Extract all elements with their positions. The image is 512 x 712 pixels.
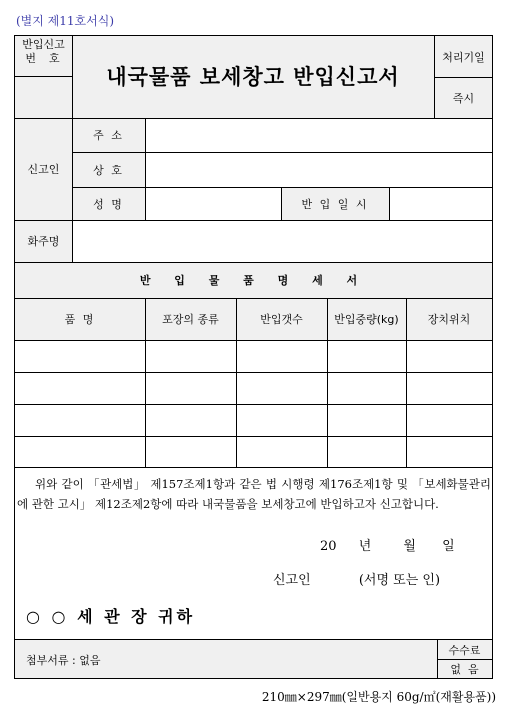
rule	[145, 118, 146, 220]
rule	[14, 76, 72, 77]
date-year: 20	[320, 539, 337, 554]
addressee: ○ ○ 세 관 장 귀하	[26, 607, 196, 626]
form-title: 내국물품 보세창고 반입신고서	[106, 65, 400, 89]
rule	[14, 436, 493, 437]
signer-label: 신고인	[273, 573, 311, 588]
doc-number-label-line2: 번 호	[25, 52, 62, 65]
column-weight: 반입중량(kg)	[334, 313, 399, 326]
column-item-name: 품 명	[64, 313, 96, 326]
date-month-unit: 월	[403, 539, 416, 554]
column-storage-location: 장치위치	[427, 313, 471, 326]
rule	[14, 220, 493, 221]
rule	[14, 372, 493, 373]
form-number: (별지 제11호서식)	[16, 14, 114, 28]
fee-value: 없 음	[450, 662, 479, 676]
rule	[14, 340, 493, 341]
date-year-unit: 년	[358, 539, 372, 554]
trade-name-label: 상 호	[93, 163, 124, 177]
declaration-text: 위와 같이 「관세법」 제157조제1항과 같은 법 시행령 제176조제1항 및 「보세화물관리에 관한 고시」 제12조제2항에 따라 내국물품을 보세창고에 반입하고자 신고합니다.	[17, 477, 491, 511]
signature-hint: (서명 또는 인)	[358, 573, 441, 588]
doc-number-label	[15, 38, 72, 66]
processing-period-value: 즉시	[452, 91, 475, 105]
column-quantity: 반입갯수	[260, 313, 303, 326]
declarant-section-label: 신고인	[27, 163, 60, 176]
processing-period-label: 처리기일	[442, 50, 485, 64]
owner-label: 화주명	[27, 235, 60, 248]
items-section-title: 반 입 물 품 명 세 서	[139, 274, 368, 287]
rule	[14, 404, 493, 405]
declaration-date	[320, 535, 455, 554]
rule	[389, 187, 390, 220]
rule	[14, 639, 493, 640]
address-label: 주 소	[93, 129, 124, 142]
column-package-type: 포장의 종류	[162, 313, 219, 326]
rule	[14, 467, 493, 468]
fee-label: 수수료	[448, 643, 481, 657]
doc-number-label-line1: 반입신고	[22, 38, 65, 51]
paper-spec: 210㎜×297㎜(일반용지 60g/㎡(재활용품))	[261, 690, 496, 704]
date-day-unit: 일	[442, 539, 455, 554]
signature-line	[273, 569, 440, 588]
entry-datetime-label: 반 입 일 시	[301, 197, 369, 211]
attachments: 첨부서류 : 없음	[26, 654, 101, 667]
name-label: 성 명	[93, 197, 124, 211]
